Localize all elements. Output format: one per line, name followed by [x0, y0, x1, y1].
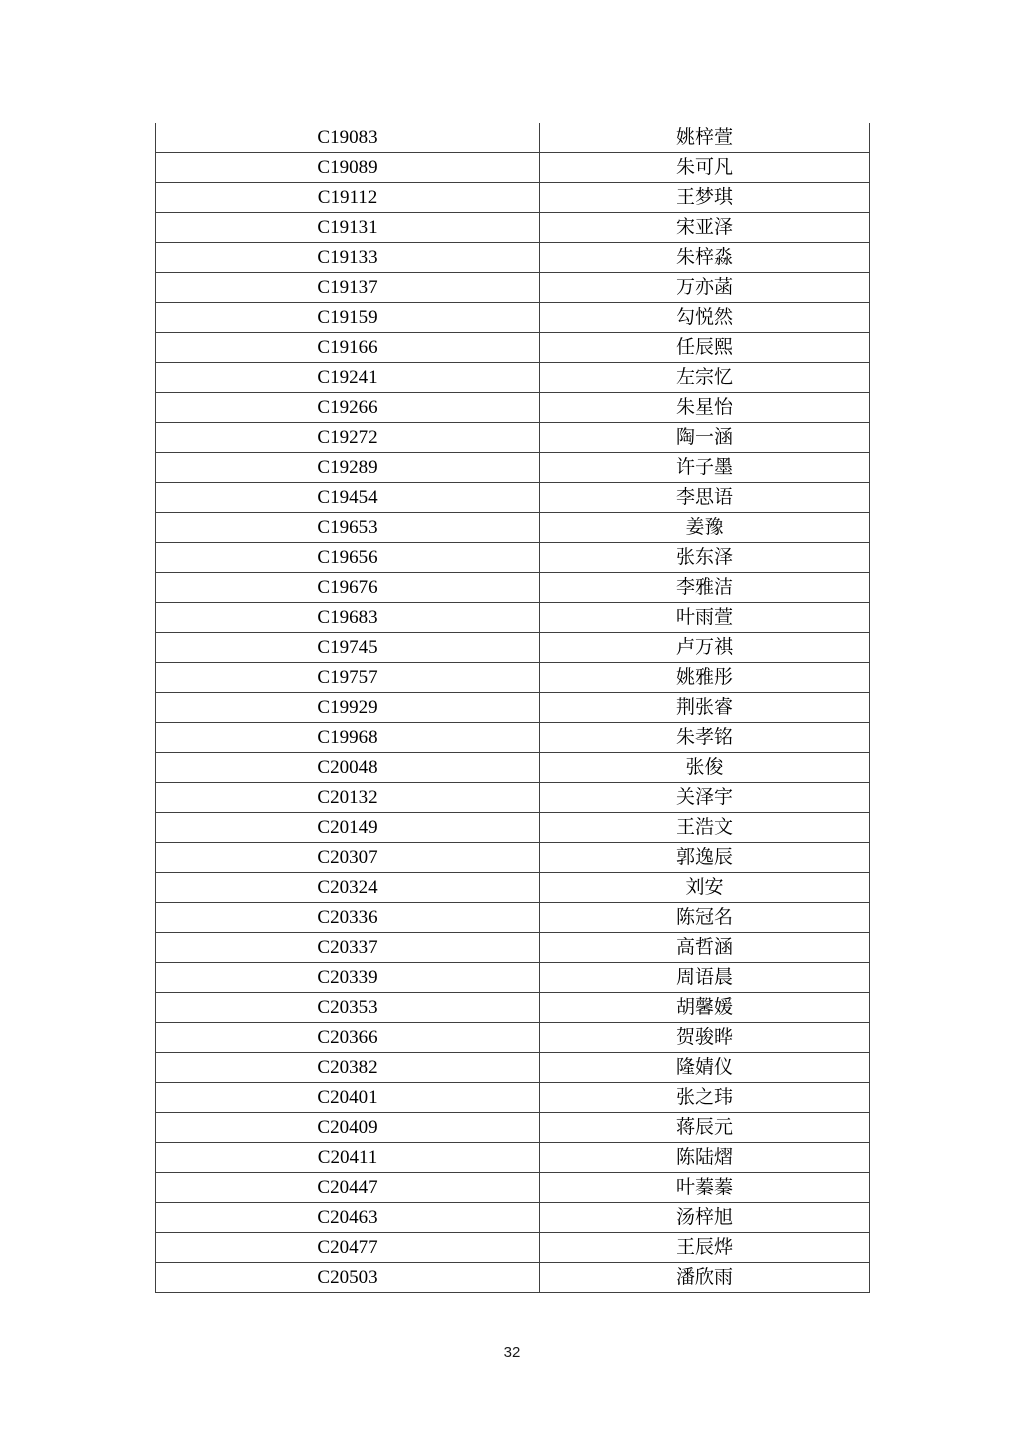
student-id-cell: C19968 — [156, 723, 540, 753]
table-row — [156, 123, 870, 153]
student-id-cell: C20339 — [156, 963, 540, 993]
student-name-cell: 王浩文 — [540, 813, 870, 843]
student-name-cell: 李雅洁 — [540, 573, 870, 603]
table-row — [156, 1263, 870, 1293]
table-row — [156, 423, 870, 453]
student-name-cell: 王梦琪 — [540, 183, 870, 213]
student-name-cell: 叶蓁蓁 — [540, 1173, 870, 1203]
student-id-cell: C20337 — [156, 933, 540, 963]
student-name-cell: 张俊 — [540, 753, 870, 783]
student-name-cell: 李思语 — [540, 483, 870, 513]
table-row — [156, 1143, 870, 1173]
student-id-cell: C20401 — [156, 1083, 540, 1113]
table-row — [156, 633, 870, 663]
table-row — [156, 1173, 870, 1203]
student-id-cell: C20447 — [156, 1173, 540, 1203]
table-row — [156, 273, 870, 303]
table-row — [156, 1053, 870, 1083]
table-row — [156, 873, 870, 903]
student-name-cell: 隆婧仪 — [540, 1053, 870, 1083]
student-id-cell: C19166 — [156, 333, 540, 363]
student-id-cell: C20324 — [156, 873, 540, 903]
student-id-cell: C19272 — [156, 423, 540, 453]
student-id-cell: C19083 — [156, 123, 540, 153]
student-id-cell: C19159 — [156, 303, 540, 333]
student-name-cell: 卢万祺 — [540, 633, 870, 663]
page-number: 32 — [503, 1344, 521, 1361]
student-name-cell: 荆张睿 — [540, 693, 870, 723]
student-id-cell: C19133 — [156, 243, 540, 273]
student-name-cell: 胡馨媛 — [540, 993, 870, 1023]
student-name-cell: 蒋辰元 — [540, 1113, 870, 1143]
table-row — [156, 1233, 870, 1263]
student-name-cell: 关泽宇 — [540, 783, 870, 813]
student-name-cell: 任辰熙 — [540, 333, 870, 363]
student-id-cell: C19289 — [156, 453, 540, 483]
table-row — [156, 363, 870, 393]
student-id-cell: C19683 — [156, 603, 540, 633]
table-row — [156, 993, 870, 1023]
student-name-cell: 宋亚泽 — [540, 213, 870, 243]
student-id-cell: C20409 — [156, 1113, 540, 1143]
student-id-cell: C19131 — [156, 213, 540, 243]
student-name-cell: 叶雨萱 — [540, 603, 870, 633]
table-row — [156, 183, 870, 213]
student-name-cell: 张之玮 — [540, 1083, 870, 1113]
student-id-cell: C19089 — [156, 153, 540, 183]
student-id-cell: C19929 — [156, 693, 540, 723]
student-id-cell: C20477 — [156, 1233, 540, 1263]
table-row — [156, 573, 870, 603]
student-id-cell: C20366 — [156, 1023, 540, 1053]
student-id-cell: C19454 — [156, 483, 540, 513]
student-name-cell: 勾悦然 — [540, 303, 870, 333]
student-id-cell: C19676 — [156, 573, 540, 603]
student-name-cell: 朱星怡 — [540, 393, 870, 423]
table-row — [156, 213, 870, 243]
student-id-cell: C20382 — [156, 1053, 540, 1083]
table-row — [156, 153, 870, 183]
student-name-cell: 潘欣雨 — [540, 1263, 870, 1293]
table-row — [156, 483, 870, 513]
student-name-cell: 张东泽 — [540, 543, 870, 573]
student-name-cell: 汤梓旭 — [540, 1203, 870, 1233]
student-name-cell: 姚梓萱 — [540, 123, 870, 153]
table-row — [156, 813, 870, 843]
student-name-cell: 许子墨 — [540, 453, 870, 483]
table-row — [156, 453, 870, 483]
table-row — [156, 1023, 870, 1053]
table-row — [156, 393, 870, 423]
table-row — [156, 843, 870, 873]
student-id-cell: C20048 — [156, 753, 540, 783]
student-name-cell: 王辰烨 — [540, 1233, 870, 1263]
table-row — [156, 243, 870, 273]
student-id-cell: C19653 — [156, 513, 540, 543]
student-id-cell: C19112 — [156, 183, 540, 213]
table-row — [156, 933, 870, 963]
student-id-cell: C20353 — [156, 993, 540, 1023]
student-name-cell: 朱可凡 — [540, 153, 870, 183]
student-id-cell: C19241 — [156, 363, 540, 393]
table-row — [156, 663, 870, 693]
student-id-cell: C20336 — [156, 903, 540, 933]
table-row — [156, 753, 870, 783]
student-name-cell: 姜豫 — [540, 513, 870, 543]
table-row — [156, 693, 870, 723]
table-row — [156, 543, 870, 573]
student-name-cell: 周语晨 — [540, 963, 870, 993]
table-row — [156, 963, 870, 993]
table-row — [156, 723, 870, 753]
table-row — [156, 513, 870, 543]
student-id-cell: C20307 — [156, 843, 540, 873]
student-name-cell: 朱孝铭 — [540, 723, 870, 753]
student-name-cell: 陈冠名 — [540, 903, 870, 933]
table-row — [156, 1203, 870, 1233]
student-name-cell: 贺骏晔 — [540, 1023, 870, 1053]
student-id-cell: C19745 — [156, 633, 540, 663]
student-id-cell: C20132 — [156, 783, 540, 813]
student-name-cell: 郭逸辰 — [540, 843, 870, 873]
table-row — [156, 1113, 870, 1143]
student-id-cell: C20149 — [156, 813, 540, 843]
table-row — [156, 783, 870, 813]
student-name-cell: 朱梓淼 — [540, 243, 870, 273]
student-id-cell: C19656 — [156, 543, 540, 573]
table-row — [156, 333, 870, 363]
student-name-cell: 高哲涵 — [540, 933, 870, 963]
table-row — [156, 603, 870, 633]
table-row — [156, 1083, 870, 1113]
student-name-cell: 陶一涵 — [540, 423, 870, 453]
student-id-cell: C20463 — [156, 1203, 540, 1233]
table-row — [156, 903, 870, 933]
student-id-cell: C19266 — [156, 393, 540, 423]
student-id-cell: C20503 — [156, 1263, 540, 1293]
student-name-cell: 陈陆熠 — [540, 1143, 870, 1173]
student-name-cell: 万亦菡 — [540, 273, 870, 303]
student-table-body — [156, 123, 870, 1293]
student-name-cell: 左宗忆 — [540, 363, 870, 393]
student-name-cell: 姚雅彤 — [540, 663, 870, 693]
student-name-cell: 刘安 — [540, 873, 870, 903]
student-id-cell: C20411 — [156, 1143, 540, 1173]
student-roster-table — [155, 123, 870, 1293]
table-row — [156, 303, 870, 333]
student-id-cell: C19757 — [156, 663, 540, 693]
student-id-cell: C19137 — [156, 273, 540, 303]
